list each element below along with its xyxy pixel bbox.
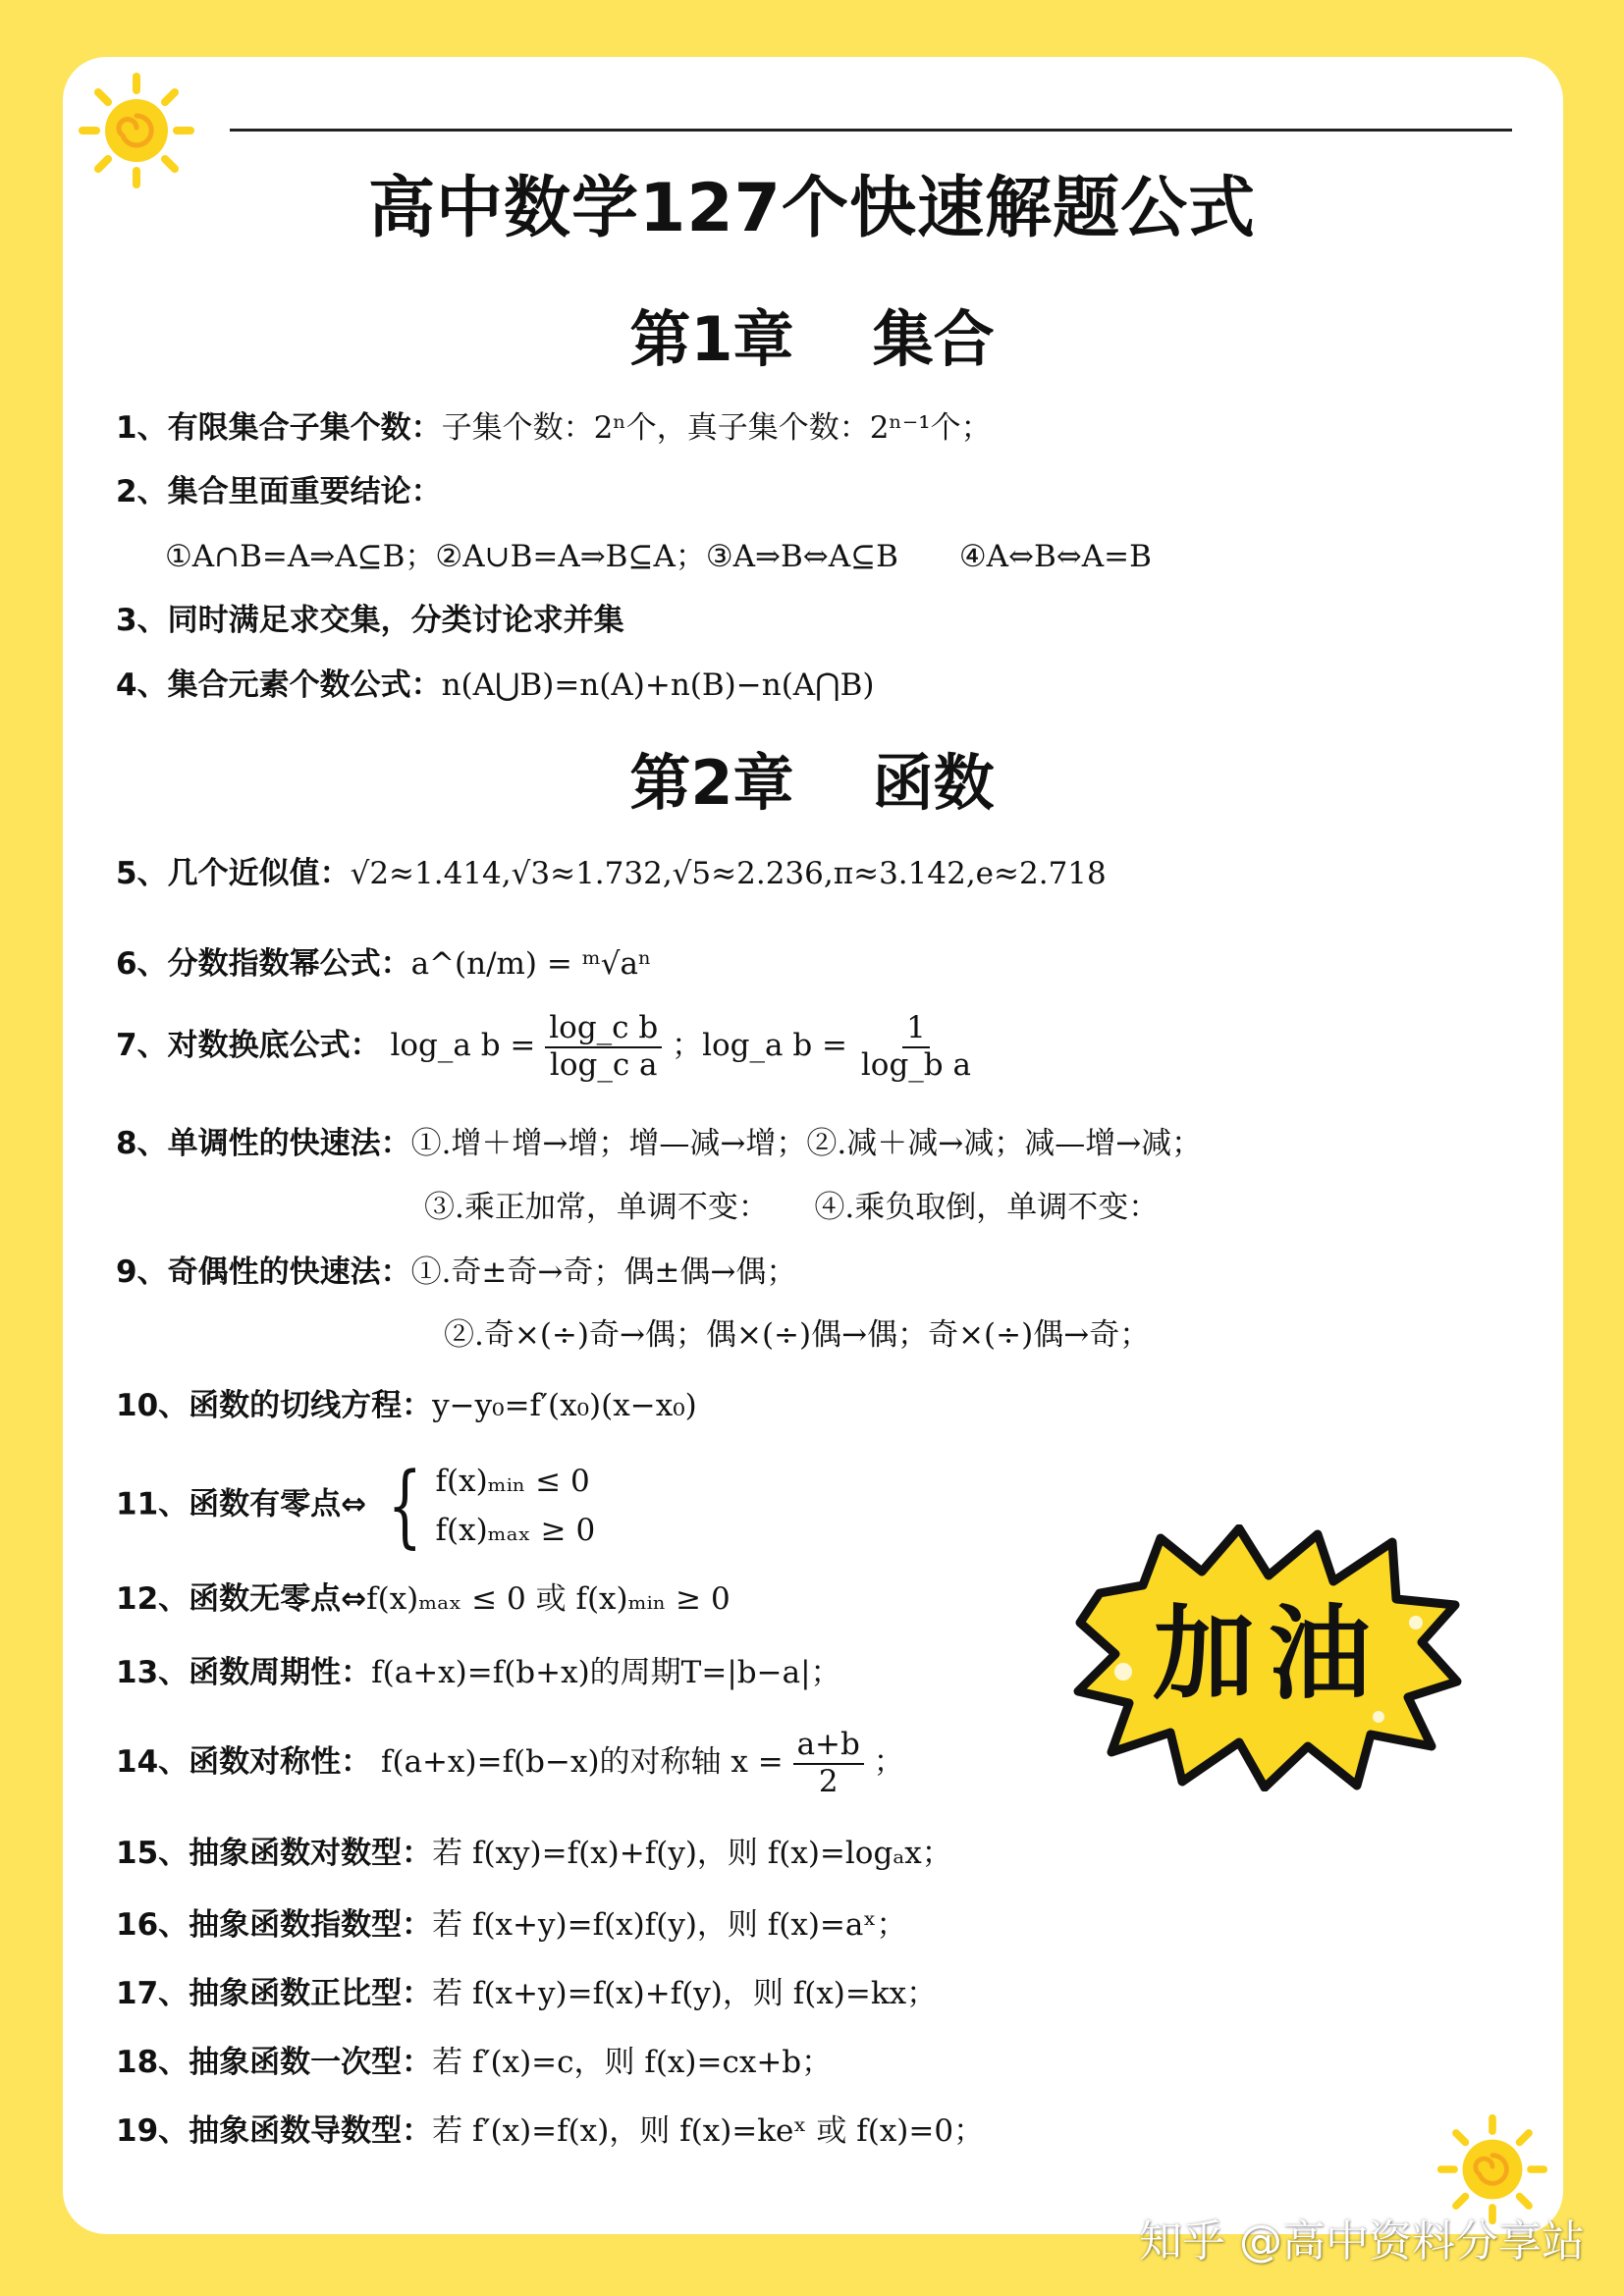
- page-title: 高中数学127个快速解题公式: [368, 170, 1256, 247]
- formula-row: [116, 2111, 984, 2151]
- formula-label: 19、抽象函数导数型：: [116, 2113, 433, 2149]
- formula-text: y−y₀=f′(x₀)(x−x₀): [432, 1388, 697, 1423]
- formula-text: 若 f(xy)=f(x)+f(y)，则 f(x)=logₐx；: [432, 1836, 952, 1871]
- formula-row: [116, 1653, 841, 1692]
- formula-label: 4、集合元素个数公式：: [116, 667, 442, 703]
- formula-text: √2≈1.414,√3≈1.732,√5≈2.236,π≈3.142,e≈2.718: [350, 856, 1107, 891]
- formula-text: f(a+x)=f(b+x)的周期T=|b−a|；: [371, 1655, 841, 1690]
- formula-row: [116, 1011, 975, 1083]
- formula-label: 17、抽象函数正比型：: [116, 1976, 433, 2011]
- formula-row: [116, 601, 624, 640]
- watermark: 知乎 @高中资料分享站: [1139, 2216, 1585, 2267]
- formula-text: ②.奇×(÷)奇→偶；偶×(÷)偶→偶；奇×(÷)偶→奇；: [444, 1317, 1151, 1353]
- sticker-text: 加油: [1152, 1594, 1385, 1714]
- fraction-numerator: a+b: [793, 1728, 864, 1765]
- formula-row: [116, 472, 442, 511]
- fraction-denominator: 2: [818, 1763, 839, 1799]
- chapter-number: 第2章: [629, 747, 794, 819]
- formula-label: 7、对数换底公式：: [116, 1028, 381, 1064]
- fraction-numerator: 1: [902, 1011, 930, 1048]
- formula-text: ③.乘正加常，单调不变： ④.乘负取倒，单调不变：: [424, 1190, 1160, 1225]
- formula-row: [444, 1315, 1150, 1355]
- formula-text: ；: [873, 1744, 904, 1781]
- chapter-name: 函数: [872, 747, 995, 819]
- case-line: f(x)ₘᵢₙ ≤ 0: [435, 1464, 590, 1499]
- formula-row: [116, 1834, 952, 1873]
- formula-row: [116, 854, 1107, 893]
- formula-text: n(A⋃B)=n(A)+n(B)−n(A⋂B): [441, 667, 875, 703]
- formula-row: [165, 537, 1152, 576]
- formula-row: [116, 1579, 731, 1619]
- formula-row: [116, 1386, 697, 1425]
- fraction-denominator: log_b a: [860, 1046, 971, 1083]
- formula-label: 10、函数的切线方程：: [116, 1388, 433, 1423]
- formula-label: 14、函数对称性：: [116, 1744, 372, 1781]
- formula-row: [116, 1974, 937, 2013]
- formula-text: log_a b =: [390, 1028, 546, 1064]
- chapter-heading: [0, 291, 1624, 378]
- formula-label: 1、有限集合子集个数：: [116, 410, 442, 446]
- formula-row: [116, 408, 992, 448]
- formula-label: 3、同时满足求交集，分类讨论求并集: [116, 603, 624, 638]
- chapter-number: 第1章: [629, 303, 794, 375]
- formula-label: 9、奇偶性的快速法：: [116, 1255, 411, 1290]
- case-brace: { f(x)ₘᵢₙ ≤ 0 f(x)ₘₐₓ ≥ 0: [387, 1453, 596, 1558]
- fraction: [793, 1728, 864, 1799]
- formula-row: [116, 1253, 796, 1292]
- formula-text: ；log_a b =: [672, 1028, 857, 1064]
- formula-row: [424, 1188, 1159, 1227]
- fraction-numerator: log_c b: [545, 1011, 662, 1048]
- formula-row: [116, 1905, 907, 1945]
- formula-text: 若 f′(x)=c，则 f(x)=cx+b；: [432, 2045, 833, 2080]
- formula-row: [116, 1728, 904, 1799]
- chapter-heading: [0, 734, 1624, 822]
- fraction: [545, 1011, 662, 1083]
- formula-row: [116, 1453, 596, 1558]
- formula-label: 15、抽象函数对数型：: [116, 1836, 433, 1871]
- formula-label: 6、分数指数幂公式：: [116, 946, 411, 982]
- formula-text: a^(n/m) = ᵐ√aⁿ: [410, 946, 652, 982]
- formula-text: ①.奇±奇→奇；偶±偶→偶；: [410, 1255, 797, 1290]
- formula-label: 8、单调性的快速法：: [116, 1126, 411, 1161]
- formula-row: [116, 2043, 832, 2082]
- chapter-name: 集合: [872, 303, 995, 375]
- top-divider: [230, 129, 1512, 132]
- formula-label: 16、抽象函数指数型：: [116, 1907, 433, 1943]
- fraction-denominator: log_c a: [549, 1046, 658, 1083]
- fraction: [857, 1011, 975, 1083]
- formula-text: ①.增＋增→增；增—减→增；②.减＋减→减；减—增→减；: [410, 1126, 1203, 1161]
- formula-text: 若 f(x+y)=f(x)+f(y)，则 f(x)=kx；: [432, 1976, 938, 2011]
- formula-label: 11、函数有零点⇔: [116, 1486, 367, 1522]
- formula-text: 若 f(x+y)=f(x)f(y)，则 f(x)=aˣ；: [432, 1907, 907, 1943]
- sticker-burst: [1072, 1524, 1463, 1791]
- formula-label: 2、集合里面重要结论：: [116, 474, 442, 509]
- formula-label: 12、函数无零点⇔: [116, 1581, 367, 1617]
- formula-text: 若 f′(x)=f(x)，则 f(x)=keˣ 或 f(x)=0；: [432, 2113, 985, 2149]
- formula-text: f(a+x)=f(b−x)的对称轴 x =: [381, 1744, 793, 1781]
- formula-text: f(x)ₘₐₓ ≤ 0 或 f(x)ₘᵢₙ ≥ 0: [366, 1581, 731, 1617]
- formula-text: ①A∩B=A⇒A⊆B；②A∪B=A⇒B⊆A；③A⇒B⇔A⊆B ④A⇔B⇔A=B: [165, 539, 1152, 574]
- formula-label: 18、抽象函数一次型：: [116, 2045, 433, 2080]
- formula-row: [116, 1124, 1202, 1163]
- formula-row: [116, 666, 874, 705]
- case-line: f(x)ₘₐₓ ≥ 0: [435, 1513, 596, 1548]
- formula-row: [116, 944, 651, 984]
- formula-label: 13、函数周期性：: [116, 1655, 372, 1690]
- formula-label: 5、几个近似值：: [116, 856, 351, 891]
- formula-text: 子集个数：2ⁿ个，真子集个数：2ⁿ⁻¹个；: [441, 410, 992, 446]
